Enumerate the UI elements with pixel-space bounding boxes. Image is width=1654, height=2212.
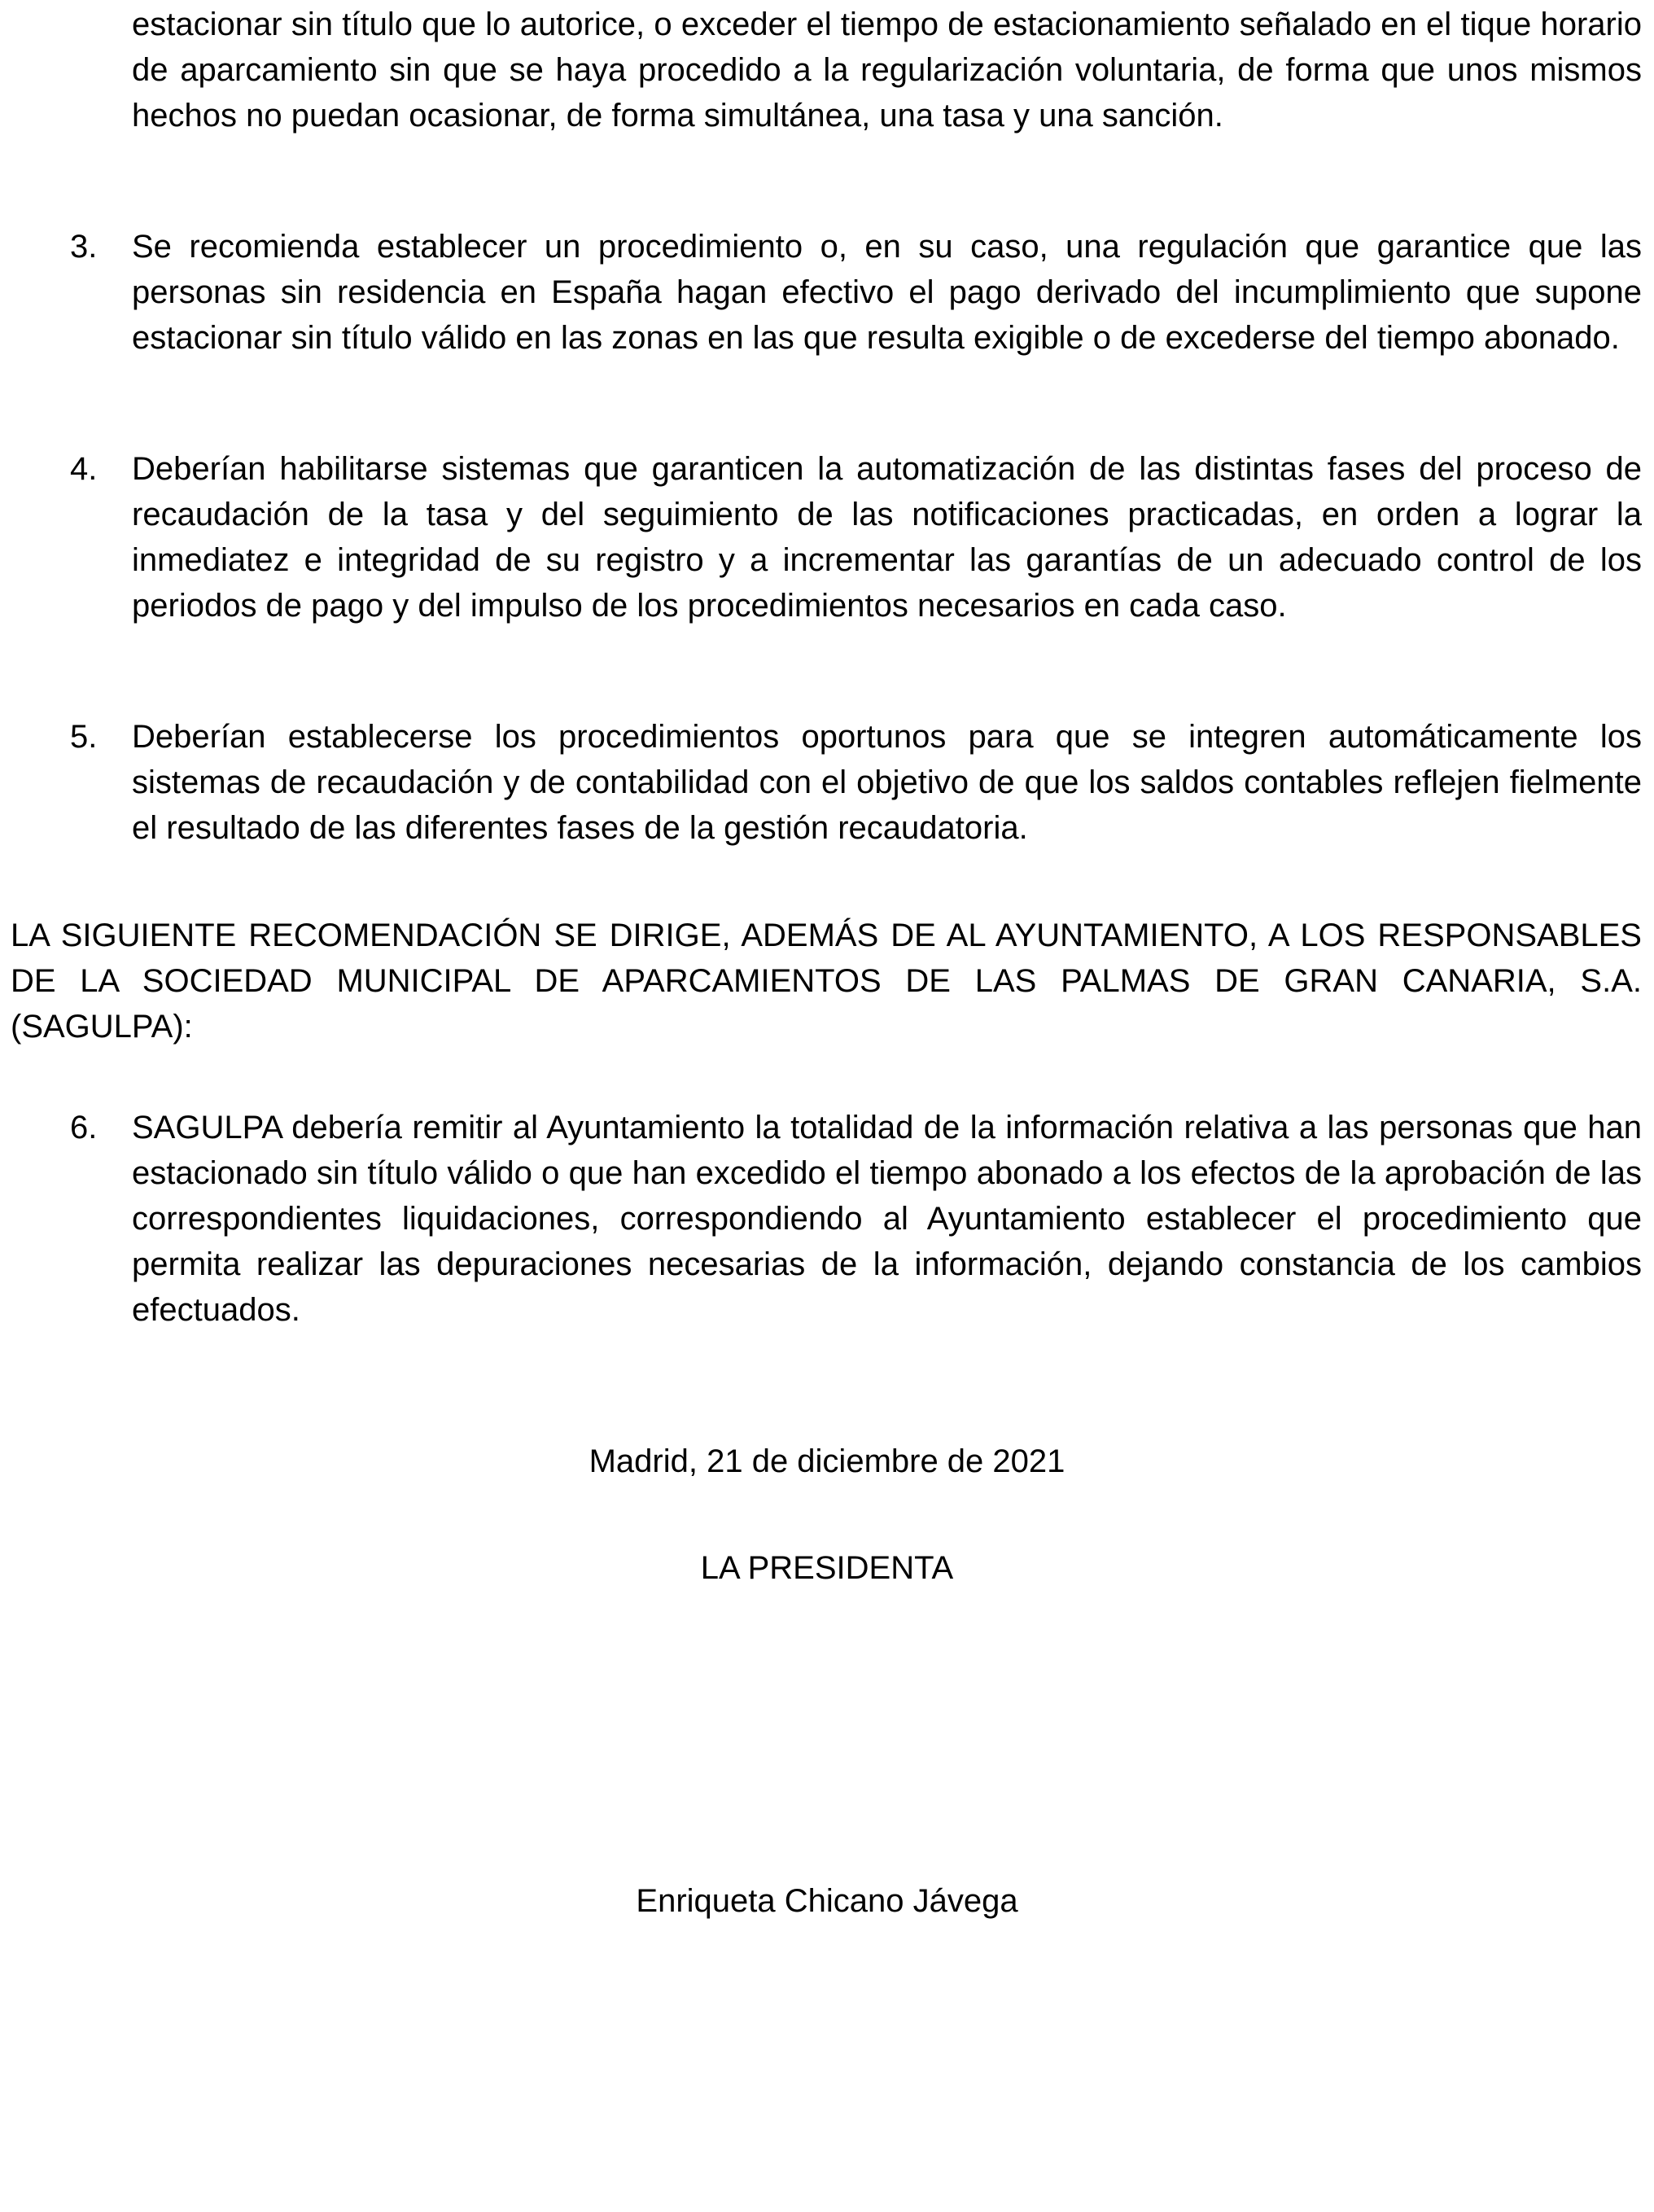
signatory-name: Enriqueta Chicano Jávega bbox=[636, 1883, 1018, 1919]
item-3-text: Se recomienda establecer un procedimiento o, en su caso, una regulación que garantice que las personas sin residencia en España hagan efectivo el pago derivado del incumplimiento que supone estacionar sin título válido en las zonas en las que resulta exigible o de excederse del tiempo abonado. bbox=[132, 229, 1642, 356]
item-3-number: 3. bbox=[70, 229, 98, 265]
item-5-number: 5. bbox=[70, 719, 98, 755]
item-4-text: Deberían habilitarse sistemas que garanticen la automatización de las distintas fases del proceso de recaudación de la tasa y del seguimiento de las notificaciones practicadas, en orden a lograr la inmediatez e integridad de su registro y a incrementar las garantías de un adecuado control de los periodos de pago y del impulso de los procedimientos necesarios en cada caso. bbox=[132, 451, 1642, 624]
item-5-text: Deberían establecerse los procedimientos oportunos para que se integren automáticamente los sistemas de recaudación y de contabilidad con el objetivo de que los saldos contables reflejen fielmente el resultado de las diferentes fases de la gestión recaudatoria. bbox=[132, 719, 1642, 846]
item-6-text: SAGULPA debería remitir al Ayuntamiento la totalidad de la información relativa a las personas que han estacionado sin título válido o que han excedido el tiempo abonado a los efectos de la aprobación de las correspondientes liquidaciones, correspondiendo al Ayuntamiento establecer el procedimiento que permita realizar las depuraciones necesarias de la información, dejando constancia de los cambios efectuados. bbox=[132, 1110, 1642, 1328]
place-date: Madrid, 21 de diciembre de 2021 bbox=[589, 1443, 1065, 1479]
signatory-title: LA PRESIDENTA bbox=[700, 1550, 954, 1586]
continuation-paragraph: estacionar sin título que lo autorice, o exceder el tiempo de estacionamiento señalado en el tique horario de aparcamiento sin que se haya procedido a la regularización voluntaria, de forma que unos mismos hechos no puedan ocasionar, de forma simultánea, una tasa y una sanción. bbox=[132, 7, 1642, 134]
recommendation-heading: LA SIGUIENTE RECOMENDACIÓN SE DIRIGE, ADEMÁS DE AL AYUNTAMIENTO, A LOS RESPONSABLES DE LA SOCIEDAD MUNICIPAL DE APARCAMIENTOS DE LAS PALMAS DE GRAN CANARIA, S.A. (SAGULPA): bbox=[11, 918, 1642, 1045]
item-4-number: 4. bbox=[70, 451, 98, 487]
item-6-number: 6. bbox=[70, 1110, 98, 1145]
